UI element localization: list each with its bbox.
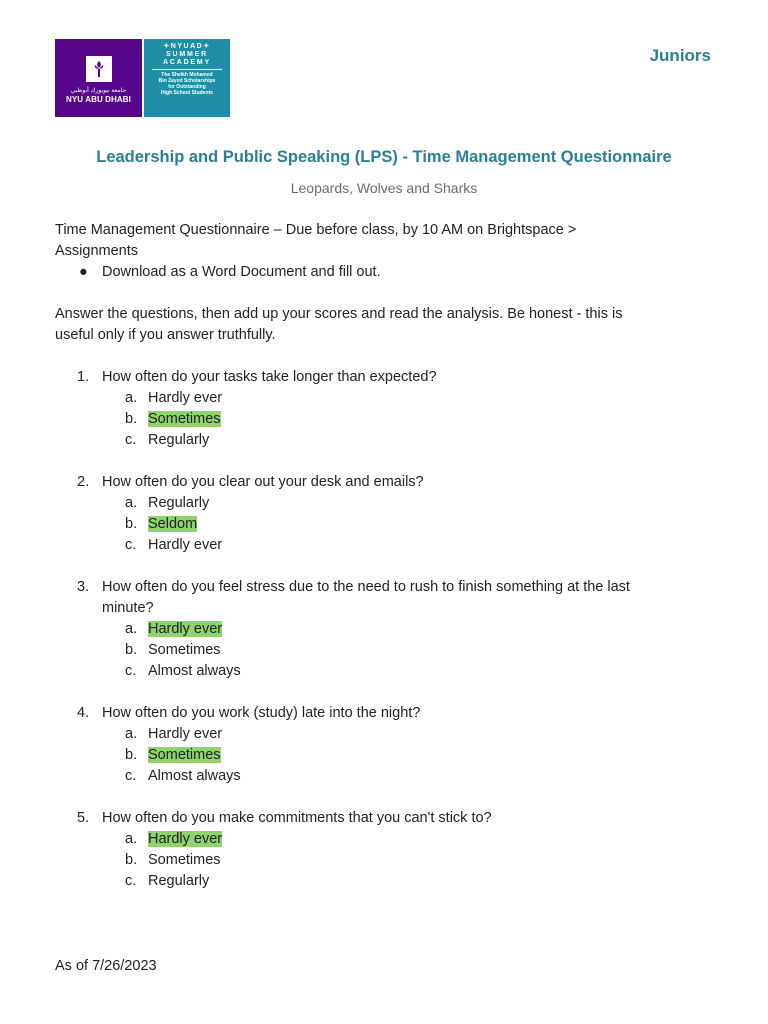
option-text-highlighted: Hardly ever	[148, 831, 223, 847]
logo-summer-text: SUMMER	[166, 51, 208, 58]
nyuad-summer-academy-logo	[55, 39, 230, 117]
option-text: Regularly	[148, 432, 210, 448]
option-letter: a.	[125, 495, 138, 511]
option-text: Regularly	[148, 873, 210, 889]
option-letter: c.	[125, 537, 137, 553]
question-number: 1.	[77, 369, 90, 385]
option-letter: b.	[125, 747, 138, 763]
option-text: Hardly ever	[148, 726, 223, 742]
question-number: 2.	[77, 474, 90, 490]
question-2	[55, 472, 715, 493]
question-text: How often do you make commitments that you can't stick to?	[102, 810, 492, 826]
option-4b	[55, 745, 715, 766]
option-1a	[55, 388, 715, 409]
option-text: Regularly	[148, 495, 210, 511]
document-body	[55, 220, 715, 892]
logo-nyu-text: NYU ABU DHABI	[65, 95, 131, 104]
juniors-badge: Juniors	[649, 46, 711, 65]
instructions-line-2: useful only if you answer truthfully.	[55, 327, 276, 343]
logo-sub-line-1: The Sheikh Mohamed	[161, 72, 213, 78]
option-text-highlighted: Hardly ever	[148, 621, 223, 637]
option-4c	[55, 766, 715, 787]
option-letter: c.	[125, 432, 137, 448]
option-text-highlighted: Sometimes	[148, 747, 221, 763]
question-1	[55, 367, 715, 388]
logo-nyuad-text: ✦NYUAD✦	[163, 43, 211, 50]
option-text: Sometimes	[148, 852, 221, 868]
option-letter: a.	[125, 831, 138, 847]
logo-sub-line-2: Bin Zayed Scholarships	[158, 78, 216, 84]
option-1c	[55, 430, 715, 451]
torch-icon	[86, 56, 112, 82]
document-title: Leadership and Public Speaking (LPS) - Time Management Questionnaire	[96, 148, 672, 166]
option-5b	[55, 850, 715, 871]
option-5c	[55, 871, 715, 892]
option-3b	[55, 640, 715, 661]
option-4a	[55, 724, 715, 745]
option-text: Sometimes	[148, 642, 221, 658]
option-text-highlighted: Seldom	[148, 516, 198, 532]
option-text: Almost always	[148, 768, 241, 784]
option-3a	[55, 619, 715, 640]
question-text: How often do you work (study) late into the night?	[102, 705, 421, 721]
logo-academy-text: ACADEMY	[163, 59, 211, 66]
logo-divider	[152, 69, 222, 70]
logo-arabic-text: جامعة نيويورك أبوظبي	[70, 88, 127, 94]
question-4	[55, 703, 715, 724]
option-letter: c.	[125, 768, 137, 784]
instructions-line-1: Answer the questions, then add up your scores and read the analysis. Be honest - this is	[55, 306, 623, 322]
question-text: How often do you clear out your desk and emails?	[102, 474, 424, 490]
option-text: Almost always	[148, 663, 241, 679]
option-letter: b.	[125, 642, 138, 658]
option-text-highlighted: Sometimes	[148, 411, 221, 427]
logo-sub-line-3: for Outstanding	[168, 84, 206, 90]
option-letter: b.	[125, 411, 138, 427]
option-letter: c.	[125, 873, 137, 889]
intro-line-2: Assignments	[55, 243, 139, 259]
question-number: 4.	[77, 705, 90, 721]
bullet-item	[55, 262, 715, 283]
option-letter: a.	[125, 621, 138, 637]
option-text: Hardly ever	[148, 537, 223, 553]
question-number: 5.	[77, 810, 90, 826]
bullet-dot-icon: ●	[79, 264, 88, 280]
bullet-text: Download as a Word Document and fill out.	[102, 264, 381, 280]
question-text: How often do you feel stress due to the need to rush to finish something at the last	[102, 579, 630, 595]
question-5	[55, 808, 715, 829]
intro-line-1: Time Management Questionnaire – Due before class, by 10 AM on Brightspace >	[55, 222, 577, 238]
question-text: How often do your tasks take longer than expected?	[102, 369, 437, 385]
question-3	[55, 577, 715, 598]
option-1b	[55, 409, 715, 430]
question-number: 3.	[77, 579, 90, 595]
document-subtitle: Leopards, Wolves and Sharks	[290, 180, 478, 196]
option-2c	[55, 535, 715, 556]
question-3-continued	[55, 598, 715, 619]
option-text: Hardly ever	[148, 390, 223, 406]
option-3c	[55, 661, 715, 682]
option-letter: c.	[125, 663, 137, 679]
option-5a	[55, 829, 715, 850]
option-letter: a.	[125, 726, 138, 742]
option-2b	[55, 514, 715, 535]
summer-academy-logo	[144, 39, 230, 117]
question-text-continued: minute?	[102, 600, 154, 616]
nyu-abu-dhabi-logo	[55, 39, 142, 117]
logo-sub-line-4: High School Students	[161, 90, 213, 96]
option-letter: b.	[125, 516, 138, 532]
option-2a	[55, 493, 715, 514]
footer-date: As of 7/26/2023	[55, 958, 157, 974]
option-letter: a.	[125, 390, 138, 406]
option-letter: b.	[125, 852, 138, 868]
